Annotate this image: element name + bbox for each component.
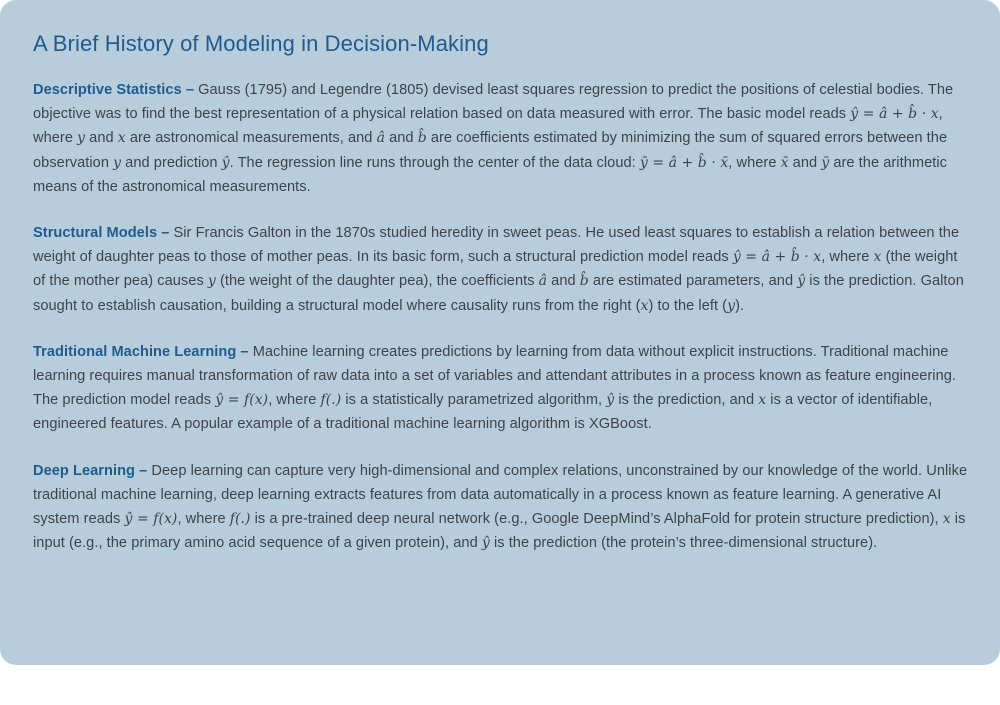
math-variable: ŷ [221, 154, 230, 171]
body-text: and [547, 273, 580, 290]
math-formula: ŷ = â + b̂ · x [732, 249, 822, 266]
math-variable: x [758, 392, 767, 409]
section-heading: Structural Models – [33, 225, 174, 242]
math-variable: y [727, 297, 736, 314]
math-formula: ŷ = f(x) [215, 392, 269, 409]
panel-title: A Brief History of Modeling in Decision-Making [33, 31, 489, 56]
body-text: and prediction [121, 154, 222, 171]
math-variable: ŷ [797, 273, 806, 290]
body-text: Machine learning creates predictions by learning from data without explicit instructions. Traditional machine learning requires manual transformation of raw data into a set of variables and attendant attributes in a process known as feature engineering. The prediction model reads [33, 343, 957, 409]
body-text: and [85, 130, 118, 147]
math-formula: f(.) [229, 511, 251, 528]
body-text: and [788, 154, 822, 171]
body-text: ) to the left ( [648, 297, 728, 314]
body-text: are estimated parameters, and [588, 273, 798, 290]
math-variable: ȳ [821, 154, 830, 171]
math-variable: y [113, 154, 122, 171]
body-text: , where [728, 154, 781, 171]
section-descriptive-statistics [33, 78, 970, 199]
body-text: are the arithmetic means of the astronomical measurements. [33, 154, 947, 195]
math-variable: â [376, 130, 385, 147]
body-text: (the weight of the daughter pea), the coefficients [215, 273, 539, 290]
body-text: ). [735, 297, 745, 314]
math-variable: x [942, 511, 951, 528]
body-text: (the weight of the mother pea) causes [33, 249, 958, 290]
section-traditional-machine-learning [33, 340, 970, 437]
body-text: , where [268, 392, 321, 409]
math-variable: x [640, 297, 649, 314]
math-formula: f(.) [320, 392, 342, 409]
math-variable: ŷ [481, 535, 490, 552]
body-text: is the prediction. Galton sought to establish causation, building a structural model where causality runs from the right ( [33, 273, 964, 314]
section-deep-learning [33, 459, 970, 556]
math-formula: ȳ = â + b̂ · x̄ [639, 154, 729, 171]
body-text: and [384, 130, 418, 147]
body-text: is the prediction, and [614, 392, 759, 409]
body-text: Gauss (1795) and Legendre (1805) devised least squares regression to predict the positions of celestial bodies. The objective was to find the best representation of a physical relation based on data measured with error. The basic model reads [33, 82, 954, 123]
body-text: , where [33, 106, 943, 147]
math-variable: ŷ [606, 392, 615, 409]
math-variable: x [873, 249, 882, 266]
math-variable: y [207, 273, 216, 290]
section-heading: Descriptive Statistics – [33, 82, 199, 98]
section-heading: Traditional Machine Learning – [33, 343, 253, 360]
section-structural-models [33, 221, 970, 318]
body-text: is a pre-trained deep neural network (e.g., Google DeepMind’s AlphaFold for protein structure prediction), [250, 511, 943, 528]
body-text: is a vector of identifiable, engineered features. A popular example of a traditional machine learning algorithm is XGBoost. [33, 392, 933, 433]
body-text: is input (e.g., the primary amino acid sequence of a given protein), and [33, 511, 966, 552]
math-variable: â [538, 273, 548, 290]
body-text: Sir Francis Galton in the 1870s studied heredity in sweet peas. He used least squares to establish a relation between the weight of daughter peas to those of mother peas. In its basic form, such a structural prediction model reads [33, 225, 960, 266]
math-variable: x [117, 130, 126, 147]
math-variable: x̄ [780, 154, 789, 171]
body-text: is the prediction (the protein’s three-dimensional structure). [489, 535, 878, 552]
body-text: Deep learning can capture very high-dimensional and complex relations, unconstrained by our knowledge of the world. Unlike traditional machine learning, deep learning extracts features from data automatically in a process known as feature learning. A generative AI system reads [33, 462, 968, 528]
math-variable: b̂ [579, 273, 589, 290]
math-formula: ŷ = f(x) [124, 511, 178, 528]
section-heading: Deep Learning – [33, 462, 152, 479]
math-formula: ŷ = â + b̂ · x [850, 106, 939, 123]
body-text: , where [177, 511, 230, 528]
body-text: , where [821, 249, 874, 266]
body-text: is a statistically parametrized algorithm, [341, 392, 607, 409]
math-variable: y [77, 130, 86, 147]
body-text: . The regression line runs through the center of the data cloud: [229, 154, 640, 171]
body-text: are astronomical measurements, and [125, 130, 377, 147]
body-text: are coefficients estimated by minimizing the sum of squared errors between the observation [33, 130, 948, 171]
math-variable: b̂ [417, 130, 427, 147]
